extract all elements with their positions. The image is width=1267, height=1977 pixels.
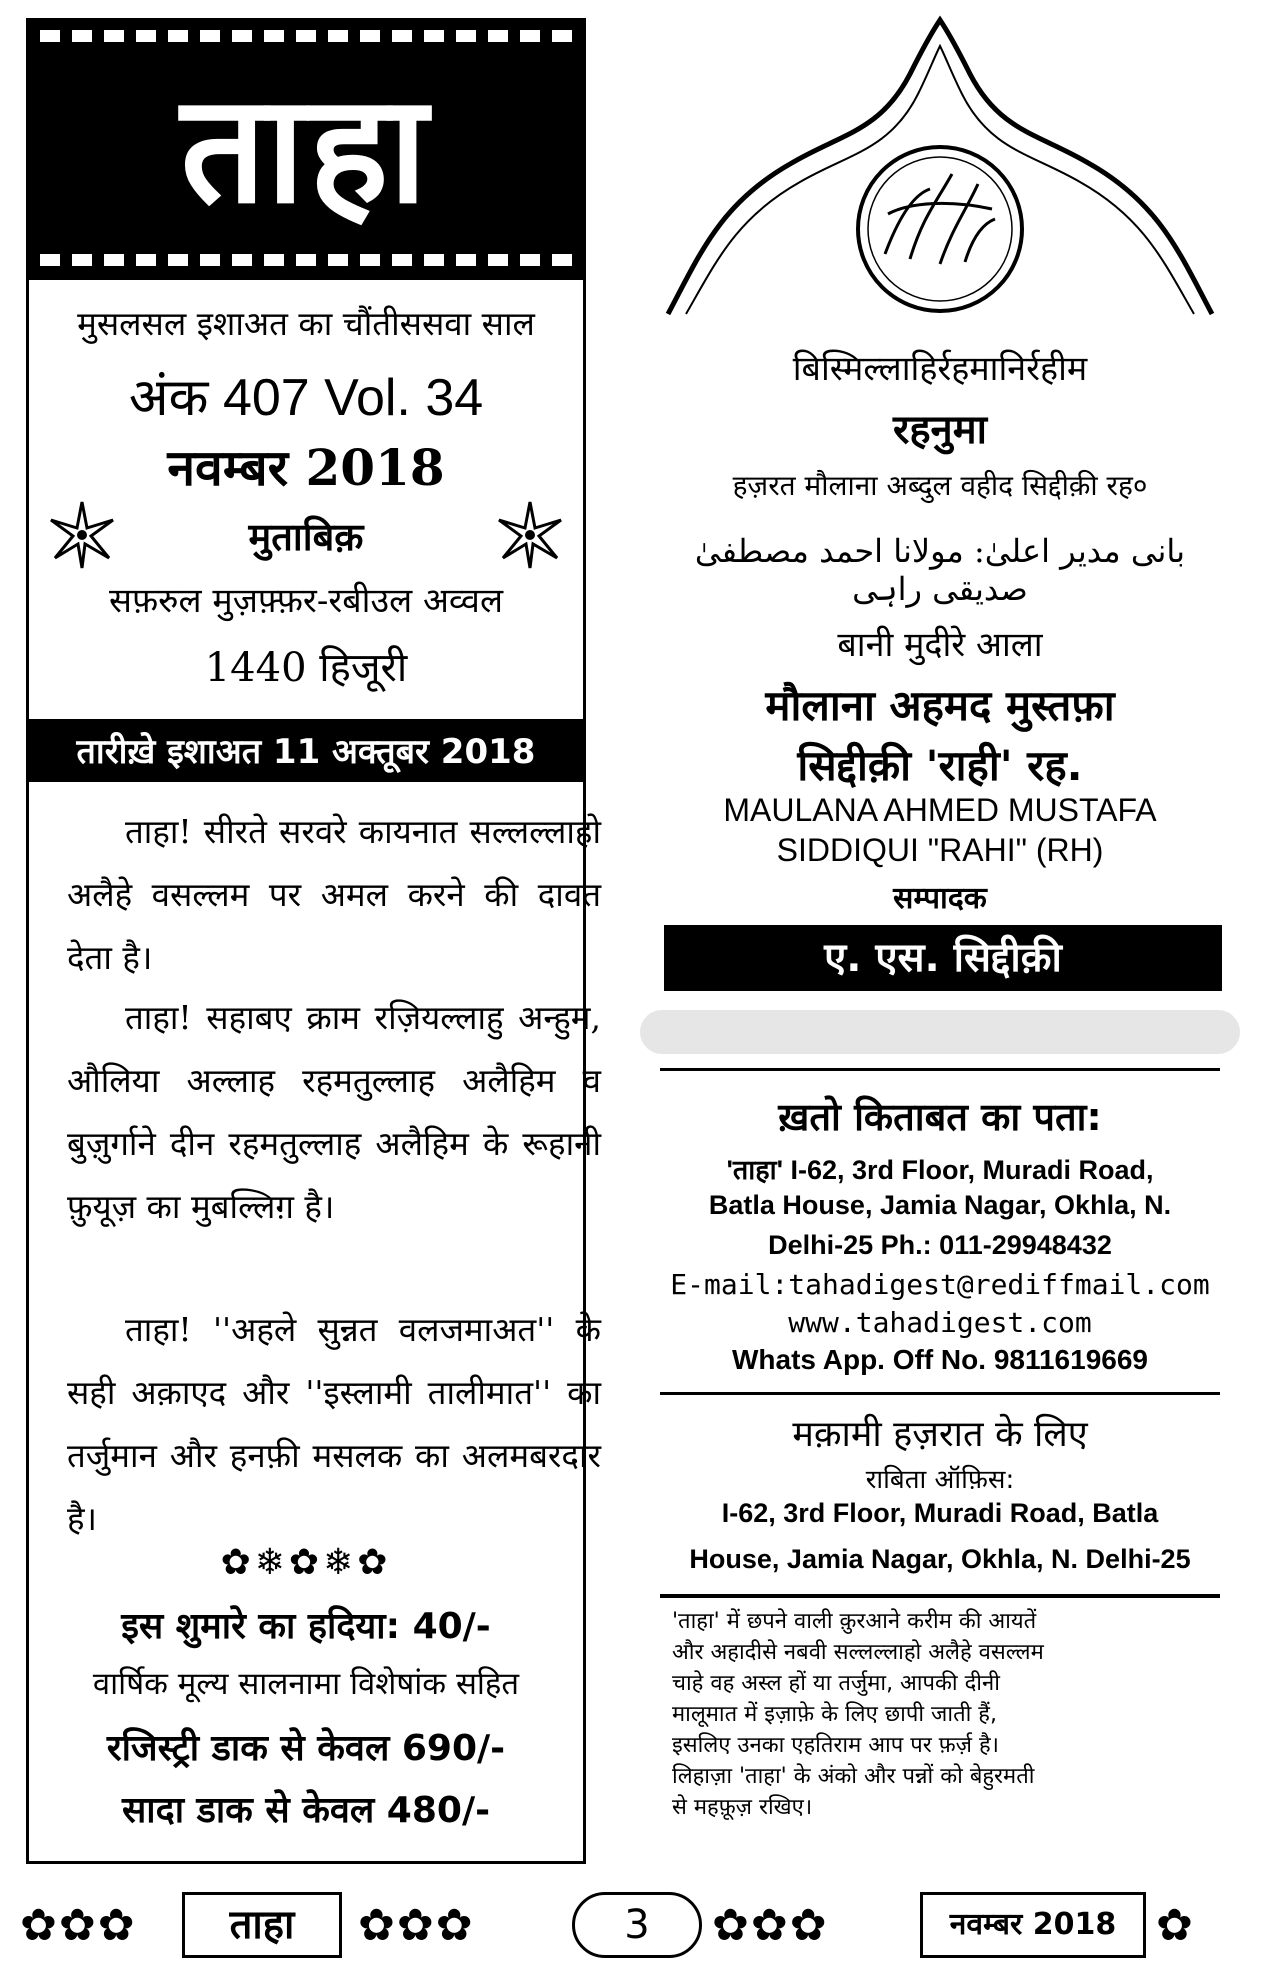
flower-ornament-mid-left: ✿✿✿ (358, 1900, 475, 1951)
mission-box (26, 782, 601, 1864)
issue-price: इस शुमारे का हदिया: 40/- (121, 1606, 491, 1647)
issue-month: नवम्बर 2018 (167, 438, 445, 497)
page-footer (20, 1892, 1247, 1962)
notice-line: से महफ़ूज़ रखिए। (672, 1795, 813, 1820)
notice-line: लिहाज़ा 'ताहा' के अंको और पन्नों को बेहुरमती (672, 1764, 1035, 1789)
founder-name-english-1: MAULANA AHMED MUSTAFA (723, 792, 1157, 828)
star-right-icon (495, 500, 565, 570)
mission-paragraph-1: ताहा! सीरते सरवरे कायनात सल्लल्लाहो अलैहे वसल्लम पर अमल करने की दावत देता है। (67, 812, 601, 977)
flower-ornament-mid-right: ✿✿✿ (712, 1900, 829, 1951)
editor-title: सम्पादक (893, 881, 987, 916)
divider-2 (660, 1392, 1220, 1395)
local-heading: मक़ामी हज़रात के लिए (792, 1414, 1088, 1455)
registered-post-price: रजिस्ट्री डाक से केवल 690/- (106, 1728, 506, 1769)
contact-heading: ख़तो किताबत का पता: (778, 1095, 1102, 1139)
year-line: मुसलसल इशाअत का चौंतीससवा साल (77, 304, 535, 343)
divider-1 (660, 1068, 1220, 1071)
masthead (26, 18, 586, 280)
whatsapp-number: Whats App. Off No. 9811619669 (732, 1344, 1148, 1375)
notice-line: चाहे वह अस्ल हों या तर्जुमा, आपकी दीनी (672, 1671, 1000, 1696)
film-holes-bottom (40, 254, 572, 266)
redacted-strip (640, 1010, 1240, 1054)
contact-website[interactable]: www.tahadigest.com (788, 1306, 1092, 1339)
mission-paragraph-3: ताहा! ''अहले सुन्नत वलजमाअत'' के सही अक़ाएद और ''इस्लामी तालीमात'' का तर्जुमान और हनफ़ी मसलक का अलमबरदार है। (67, 1310, 601, 1538)
local-address-2: House, Jamia Nagar, Okhla, N. Delhi-25 (689, 1544, 1191, 1574)
contact-address-3: Delhi-25 Ph.: 011-29948432 (768, 1230, 1112, 1260)
mission-paragraph-2: ताहा! सहाबए क्राम रज़ियल्लाहु अन्हुम, औलिया अल्लाह रहमतुल्लाह अलैहिम व बुज़ुर्गाने दीन रहमतुल्लाह अलैहिम के रूहानी फ़ुयूज़ का मुबल्लिग़ है। (67, 998, 601, 1226)
issue-number: अंक 407 Vol. 34 (128, 369, 484, 427)
page-number: 3 (572, 1892, 702, 1958)
respect-notice (672, 1606, 1212, 1823)
hijri-months: सफ़रुल मुज़फ़्फ़र-रबीउल अव्वल (108, 581, 504, 621)
bismillah-text: बिस्मिल्लाहिर्रहमानिर्रहीम (792, 349, 1088, 389)
editor-name-bar: ए. एस. सिद्दीक़ी (664, 925, 1222, 991)
ornament-divider: ✿❄✿❄✿ (220, 1542, 392, 1583)
film-holes-top (40, 30, 572, 42)
mutabiq-label: मुताबिक़ (248, 515, 364, 559)
urdu-founder-line: بانی مدیر اعلیٰ: مولانا احمد مصطفیٰ صدیقی راہی (694, 532, 1186, 608)
contact-email[interactable]: E-mail:tahadigest@rediffmail.com (670, 1268, 1210, 1301)
notice-line: और अहादीसे नबवी सल्लल्लाहो अलैहे वसल्लम (672, 1640, 1044, 1665)
hijri-year: 1440 हिजूरी (204, 645, 408, 691)
magazine-title: ताहा (180, 63, 432, 237)
local-address-1: I-62, 3rd Floor, Muradi Road, Batla (721, 1498, 1159, 1528)
founder-name-hindi-1: मौलाना अहमद मुस्तफ़ा (765, 681, 1115, 730)
publish-date-bar: तारीख़े इशाअत 11 अक्तूबर 2018 (26, 722, 586, 782)
divider-3 (660, 1594, 1220, 1598)
founder-name-english-2: SIDDIQUI "RAHI" (RH) (776, 832, 1104, 868)
footer-date: नवम्बर 2018 (920, 1892, 1146, 1958)
footer-magazine-name: ताहा (182, 1892, 342, 1958)
arch-frame-icon (660, 14, 1220, 334)
notice-line: मालूमात में इज़ाफ़े के लिए छापी जाती हैं, (672, 1702, 997, 1727)
ordinary-post-price: सादा डाक से केवल 480/- (121, 1790, 491, 1831)
flower-ornament-left: ✿✿✿ (20, 1900, 137, 1951)
founder-title: बानी मुदीरे आला (837, 625, 1043, 665)
issue-info-box (26, 280, 586, 722)
contact-address-1: 'ताहा' I-62, 3rd Floor, Muradi Road, (726, 1155, 1154, 1185)
guide-title: रहनुमा (892, 407, 988, 453)
annual-price-label: वार्षिक मूल्य सालनामा विशेषांक सहित (92, 1666, 520, 1702)
notice-line: इसलिए उनका एहतिराम आप पर फ़र्ज़ है। (672, 1733, 999, 1758)
founder-name-hindi-2: सिद्दीक़ी 'राही' रह. (797, 741, 1083, 790)
contact-address-2: Batla House, Jamia Nagar, Okhla, N. (708, 1190, 1172, 1220)
guide-name: हज़रत मौलाना अब्दुल वहीद सिद्दीक़ी रह० (732, 469, 1148, 502)
flower-ornament-right: ✿ (1156, 1900, 1193, 1951)
notice-line: 'ताहा' में छपने वाली क़ुरआने करीम की आयतें (672, 1609, 1037, 1634)
local-office-label: राबिता ऑफ़िस: (865, 1465, 1015, 1495)
